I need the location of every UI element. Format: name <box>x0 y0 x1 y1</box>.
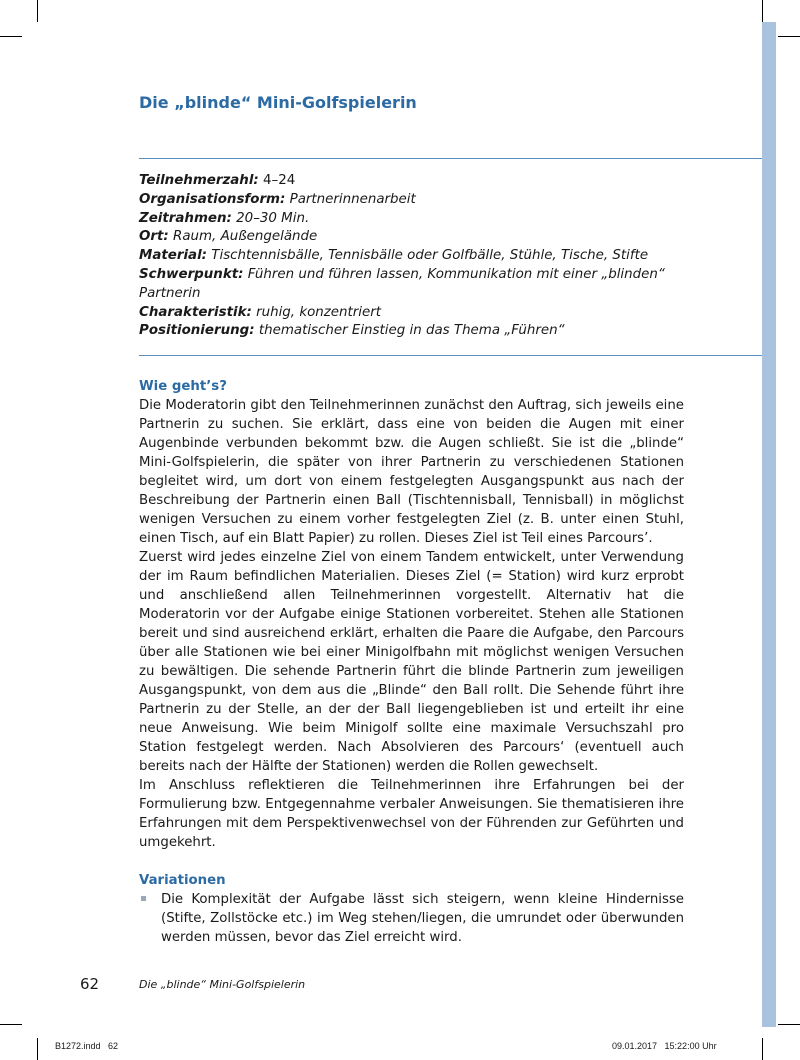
meta-row <box>139 266 679 304</box>
meta-row <box>139 228 759 247</box>
meta-row <box>139 210 759 229</box>
meta-block <box>139 172 759 341</box>
list-item-text: Die Komplexität der Aufgabe lässt sich steigern, wenn kleine Hindernisse (Stifte, Zollstöcke etc.) im Weg stehen/liegen, die umrundet oder überwunden werden müssen, bevor das Ziel erreicht wird. <box>161 892 684 945</box>
crop-mark <box>37 0 38 22</box>
crop-mark <box>778 36 800 37</box>
paragraph: Zuerst wird jedes einzelne Ziel von einem Tandem entwickelt, unter Verwendung der im Raum befindlichen Materialien. Dieses Ziel (= Station) wird kurz erprobt und anschließend allen Teilnehmerinnen vorgestellt. Alternativ hat die Moderatorin vor der Aufgabe einige Stationen vorbereitet. Stehen alle Stationen bereit und sind ausreichend erklärt, erhalten die Paare die Aufgabe, den Parcours über alle Stationen wie bei einer Minigolfbahn mit möglichst wenigen Versuchen zu bewältigen. Die sehende Partnerin führt die blinde Partnerin zum jeweiligen Ausgangspunkt, von dem aus die „Blinde“ den Ball rollt. Die Sehende führt ihre Partnerin zu der Stelle, an der der Ball liegengeblieben ist und erteilt ihr eine neue Anweisung. Wie beim Minigolf sollte eine maximale Versuchszahl pro Station festgelegt werden. Nach Absolvieren des Parcours‘ (eventuell auch bereits nach der Hälfte der Stationen) werden die Rollen gewechselt. <box>139 550 684 774</box>
crop-mark <box>0 1024 22 1025</box>
meta-label: Positionierung: <box>139 323 255 339</box>
meta-value: 20–30 Min. <box>236 210 310 226</box>
meta-value: 4–24 <box>263 173 296 188</box>
crop-mark <box>762 1038 763 1060</box>
meta-label: Teilnehmerzahl: <box>139 173 259 188</box>
meta-label: Schwerpunkt: <box>139 266 244 282</box>
slug-file: B1272.indd 62 <box>55 1041 119 1051</box>
slug-timestamp: 09.01.2017 15:22:00 Uhr <box>612 1041 717 1051</box>
page-number: 62 <box>80 975 100 993</box>
meta-row <box>139 304 759 323</box>
page-edge-bar <box>762 22 776 1027</box>
meta-value: Tischtennisbälle, Tennisbälle oder Golfbälle, Stühle, Tische, Stifte <box>211 248 649 264</box>
paragraph: Die Moderatorin gibt den Teilnehmerinnen zunächst den Auftrag, sich jeweils eine Partnerin zu suchen. Sie erklärt, dass eine von beiden die Augen mit einer Augenbinde verbunden bekommt bzw. die Augen schließt. Sie ist die „blinde“ Mini-Golfspielerin, die später von ihrer Partnerin zu verschiedenen Stationen begleitet wird, um dort von einem festgelegten Ausgangspunkt aus nach der Beschreibung der Partnerin einen Ball (Tischtennisball, Tennisball) in möglichst wenigen Versuchen zu einem vorher festgelegten Ziel (z. B. unter einen Stuhl, einen Tisch, auf ein Blatt Papier) zu rollen. Dieses Ziel ist Teil eines Parcours’. <box>139 398 684 546</box>
meta-label: Ort: <box>139 229 169 245</box>
square-bullet-icon <box>141 896 146 901</box>
meta-value: ruhig, konzentriert <box>256 304 381 320</box>
crop-mark <box>778 1024 800 1025</box>
meta-row <box>139 322 759 341</box>
list-item <box>139 890 684 947</box>
meta-divider <box>139 355 762 356</box>
page-title: Die „blinde“ Mini-Golfspielerin <box>139 93 417 112</box>
top-divider <box>139 158 762 159</box>
paragraph: Im Anschluss reflektieren die Teilnehmerinnen ihre Erfahrungen bei der Formulierung bzw. Entgegennahme verbaler Anweisungen. Sie thematisieren ihre Erfahrungen mit dem Perspektivenwechsel von der Führenden zur Geführten und umgekehrt. <box>139 778 684 850</box>
spacer <box>139 852 684 871</box>
meta-value: Partnerinnenarbeit <box>289 191 416 207</box>
meta-row <box>139 247 759 266</box>
section-heading-variations: Variationen <box>139 873 226 888</box>
meta-value: thematischer Einstieg in das Thema „Führen“ <box>258 323 565 339</box>
running-footer-title: Die „blinde“ Mini-Golfspielerin <box>139 978 306 991</box>
meta-row <box>139 191 759 210</box>
meta-label: Material: <box>139 248 208 264</box>
main-content <box>139 377 684 947</box>
section-heading-how: Wie geht’s? <box>139 379 227 394</box>
meta-value: Raum, Außengelände <box>173 229 318 245</box>
meta-value: Führen und führen lassen, Kommunikation mit einer „blinden“ Partnerin <box>139 266 665 301</box>
meta-label: Organisationsform: <box>139 191 286 207</box>
meta-row <box>139 172 759 191</box>
crop-mark <box>0 36 22 37</box>
meta-label: Zeitrahmen: <box>139 210 232 226</box>
crop-mark <box>762 0 763 22</box>
crop-mark <box>37 1038 38 1060</box>
meta-label: Charakteristik: <box>139 304 252 320</box>
